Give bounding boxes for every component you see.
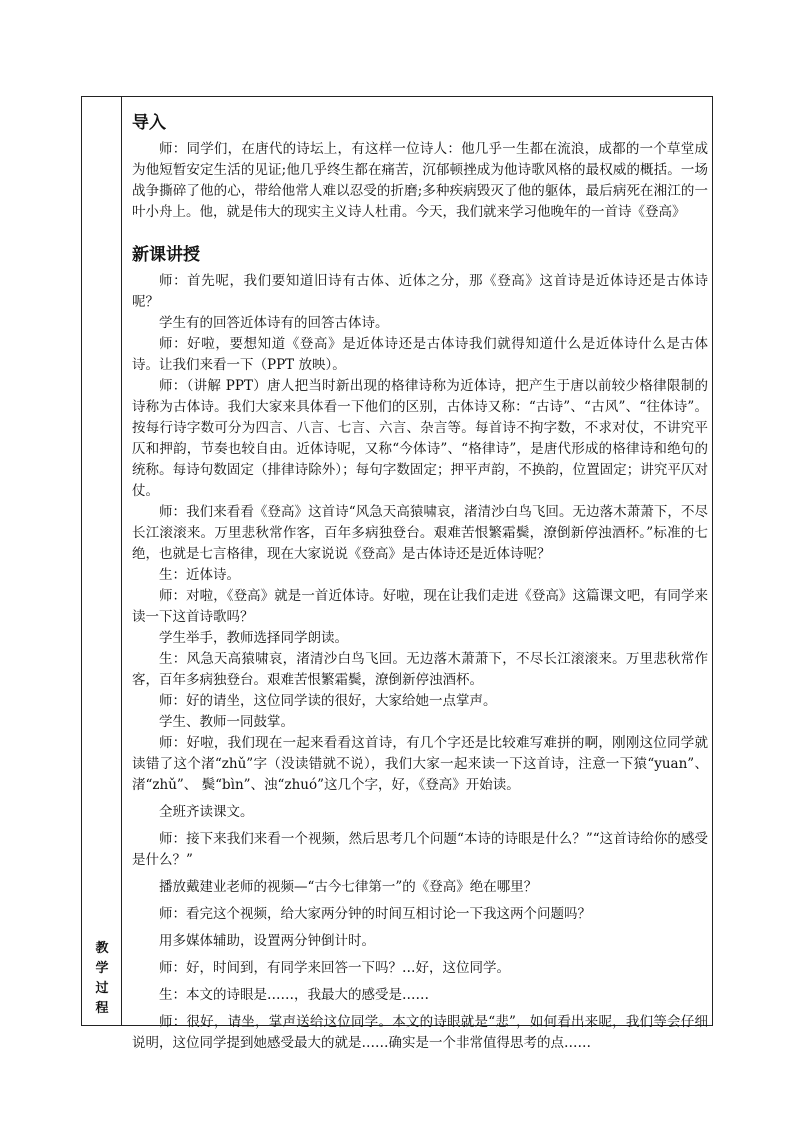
paragraph: 学生举手，教师选择同学朗读。 [159,630,348,646]
paragraph: 师：（讲解 PPT）唐人把当时新出现的格律诗称为近体诗，把产生于唐以前较少格律限制的诗称为古体诗。我们大家来具体看一下他们的区别，古体诗又称：“古诗”、“古风”、“往体诗”。按每行诗字数可分为四言、八言、七言、六言、杂言等。每首诗不拘字数，不求对仗，不讲究平仄和押韵，节奏也较自由。近体诗呢，又称“今体诗”、“格律诗”，是唐代形成的格律诗和绝句的统称。每诗句数固定（排律诗除外）；每句字数固定；押平声韵，不换韵，位置固定；讲究平仄对仗。 [132,378,708,499]
side-label-char: 过 [95,981,109,996]
paragraph: 师：好的请坐，这位同学读的很好，大家给她一点掌声。 [159,693,497,709]
lesson-content [122,97,712,1054]
side-label-teaching-process [82,939,122,1019]
paragraph: 师：我们来看看《登高》这首诗“风急天高猿啸哀，渚清沙白鸟飞回。无边落木萧萧下，不尽长江滚滚来。万里悲秋常作客，百年多病独登台。艰难苦恨繁霜鬓，潦倒新停浊酒杯。”标准的七绝，也就是七言格律，现在大家说说《登高》是古体诗还是近体诗呢？ [132,504,708,562]
paragraph: 生：本文的诗眼是……，我最大的感受是…… [159,987,429,1003]
side-label-char: 学 [95,961,109,976]
paragraph: 师：首先呢，我们要知道旧诗有古体、近体之分，那《登高》这首诗是近体诗还是古体诗呢？ [132,273,708,310]
section-title-new-lesson: 新课讲授 [132,245,200,265]
paragraph: 生：近体诗。 [159,567,240,583]
paragraph: 师：看完这个视频，给大家两分钟的时间互相讨论一下我这两个问题吗？ [159,906,591,922]
paragraph: 师：同学们，在唐代的诗坛上，有这样一位诗人：他几乎一生都在流浪，成都的一个草堂成为他短暂安定生活的见证;他几乎终生都在痛苦，沉郁顿挫成为他诗歌风格的最权威的概括。一场战争撕碎了他的心，带给他常人难以忍受的折磨;多种疾病毁灭了他的躯体，最后病死在湘江的一叶小舟上。他，就是伟大的现实主义诗人杜甫。今天，我们就来学习他晚年的一首诗《登高》 [132,141,708,220]
paragraph: 师：接下来我们来看一个视频，然后思考几个问题“本诗的诗眼是什么？”“这首诗给你的感受是什么？” [132,831,708,868]
paragraph: 师：好，时间到，有同学来回答一下吗？…好，这位同学。 [159,960,510,976]
paragraph: 生：风急天高猿啸哀，渚清沙白鸟飞回。无边落木萧萧下，不尽长江滚滚来。万里悲秋常作客，百年多病独登台。艰难苦恨繁霜鬓，潦倒新停浊酒杯。 [132,651,708,688]
paragraph: 师：很好，请坐，掌声送给这位同学。本文的诗眼就是“悲”，如何看出来呢，我们等会仔细说明，这位同学提到她感受最大的就是……确实是一个非常值得思考的点…… [132,1014,708,1051]
section-title-intro: 导入 [132,113,166,133]
paragraph: 师：对啦，《登高》就是一首近体诗。好啦，现在让我们走进《登高》这篇课文吧，有同学来读一下这首诗歌吗？ [132,588,708,625]
paragraph: 播放戴建业老师的视频—“古今七律第一”的《登高》绝在哪里？ [159,879,538,895]
paragraph: 师：好啦，要想知道《登高》是近体诗还是古体诗我们就得知道什么是近体诗什么是古体诗。让我们来看一下（PPT 放映）。 [132,336,708,373]
paragraph: 学生有的回答近体诗有的回答古体诗。 [159,315,389,331]
paragraph: 师：好啦，我们现在一起来看看这首诗，有几个字还是比较难写难拼的啊，刚刚这位同学就读错了这个渚“zhǔ”字（没读错就不说），我们大家一起来读一下这首诗，注意一下猿“yuan”、渚“zhǔ”、 鬓“bìn”、浊“zhuó”这几个字，好，《登高》开始读。 [132,735,708,793]
lesson-table [81,96,713,1051]
side-label-char: 程 [95,1001,109,1016]
paragraph: 学生、教师一同鼓掌。 [159,714,294,730]
side-label-char: 教 [95,941,109,956]
side-label-column [82,97,122,1025]
paragraph: 全班齐读课文。 [159,804,254,820]
paragraph: 用多媒体辅助，设置两分钟倒计时。 [159,933,375,949]
